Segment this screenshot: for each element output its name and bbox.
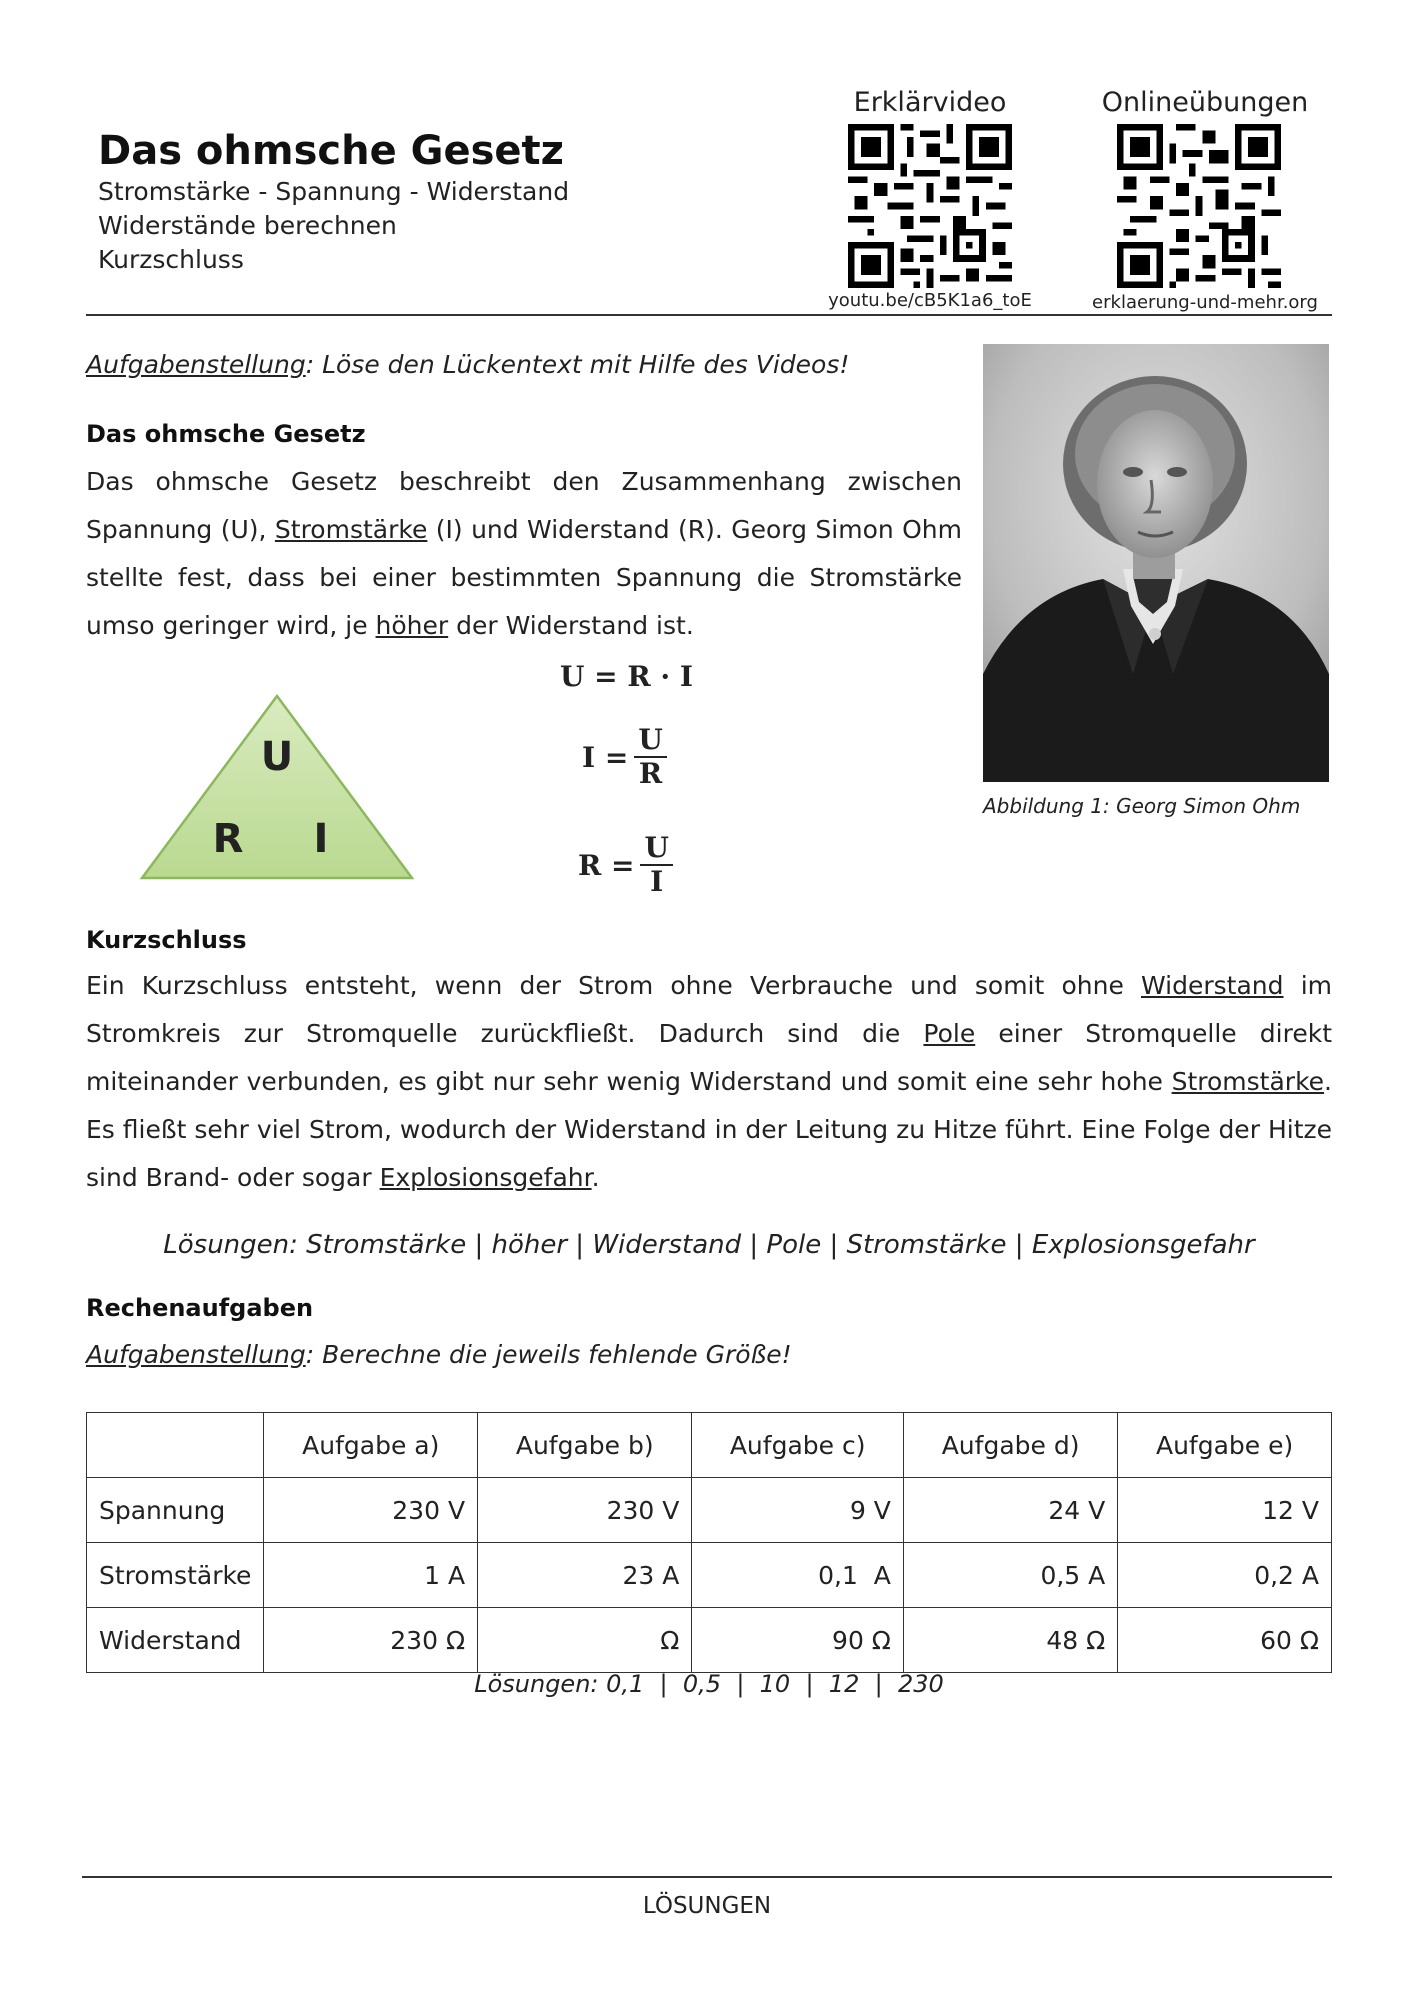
qr-code-exercises[interactable] <box>1117 124 1281 288</box>
section-heading-kurzschluss: Kurzschluss <box>86 926 247 954</box>
qr-video-url[interactable]: youtu.be/cB5K1a6_toE <box>828 290 1032 311</box>
triangle-label-r: R <box>212 816 244 862</box>
table-cell: 24 V <box>903 1478 1117 1543</box>
formula-r <box>578 832 673 898</box>
table-header-empty <box>87 1413 264 1478</box>
table-cell: Ω <box>478 1608 692 1673</box>
blank-widerstand: Widerstand <box>1141 971 1284 1000</box>
blank-explosionsgefahr: Explosionsgefahr <box>379 1163 592 1192</box>
table-header-cell: Aufgabe a) <box>264 1413 478 1478</box>
formula-i-fraction <box>634 724 666 790</box>
triangle-label-u: U <box>260 734 294 780</box>
qr-code-video[interactable] <box>848 124 1012 288</box>
table-cell: 60 Ω <box>1118 1608 1332 1673</box>
portrait-georg-simon-ohm <box>983 344 1329 782</box>
table-cell: 48 Ω <box>903 1608 1117 1673</box>
table-cell: 230 Ω <box>264 1608 478 1673</box>
task2-text: : Berechne die jeweils fehlende Größe! <box>305 1340 792 1369</box>
table-header-cell: Aufgabe b) <box>478 1413 692 1478</box>
blank-hoeher: höher <box>375 611 449 640</box>
header-divider <box>86 314 1332 316</box>
table-cell: 230 V <box>264 1478 478 1543</box>
solutions-cloze: Lösungen: Stromstärke | höher | Widerstand | Pole | Stromstärke | Explosionsgefahr <box>163 1230 1255 1260</box>
formula-r-lhs: R = <box>578 848 635 882</box>
table-row <box>87 1543 1332 1608</box>
table-cell: 0,2 A <box>1118 1543 1332 1608</box>
formula-r-fraction <box>640 832 672 898</box>
ohm-text-1: Das ohmsche Gesetz beschreibt den Zusammenhang zwischen Spannung (U), <box>86 467 962 544</box>
task-instruction-2 <box>86 1340 792 1369</box>
table-header-row <box>87 1413 1332 1478</box>
row-label-stromstaerke: Stromstärke <box>87 1543 264 1608</box>
table-cell: 1 A <box>264 1543 478 1608</box>
triangle-shape <box>142 696 412 878</box>
table-header-cell: Aufgabe c) <box>692 1413 904 1478</box>
kurz-text-3: einer Stromquelle direkt miteinander verbunden, es gibt nur sehr wenig Widerstand und somit eine sehr hohe <box>86 1019 1332 1096</box>
row-label-spannung: Spannung <box>87 1478 264 1543</box>
row-label-widerstand: Widerstand <box>87 1608 264 1673</box>
qr-video-label: Erklärvideo <box>853 87 1007 118</box>
table-row <box>87 1608 1332 1673</box>
footer-divider <box>82 1876 1332 1878</box>
table-header-cell: Aufgabe d) <box>903 1413 1117 1478</box>
formula-i <box>582 724 667 790</box>
table-cell: 0,1 A <box>692 1543 904 1608</box>
formula-i-numerator: U <box>634 724 666 758</box>
table-cell: 230 V <box>478 1478 692 1543</box>
blank-pole: Pole <box>923 1019 976 1048</box>
subtitle-1: Stromstärke - Spannung - Widerstand <box>98 177 570 206</box>
subtitle-3: Kurzschluss <box>98 245 244 274</box>
portrait-caption: Abbildung 1: Georg Simon Ohm <box>983 794 1301 818</box>
formula-u: U = R · I <box>560 660 693 693</box>
formula-i-lhs: I = <box>582 740 629 774</box>
table-cell: 9 V <box>692 1478 904 1543</box>
kurzschluss-paragraph <box>86 962 1332 1202</box>
formula-r-numerator: U <box>640 832 672 866</box>
table-cell: 23 A <box>478 1543 692 1608</box>
task2-label: Aufgabenstellung <box>86 1340 306 1369</box>
kurz-text-4: . Es fließt sehr viel Strom, wodurch der Widerstand in der Leitung zu Hitze führt. Eine Folge der Hitze sind Brand- oder sogar <box>86 1067 1332 1192</box>
triangle-label-i: I <box>313 816 329 862</box>
table-cell: 0,5 A <box>903 1543 1117 1608</box>
section-heading-rechenaufgaben: Rechenaufgaben <box>86 1294 314 1322</box>
formula-i-denominator: R <box>638 757 663 790</box>
kurz-text-1: Ein Kurzschluss entsteht, wenn der Strom ohne Verbrauche und somit ohne <box>86 971 1142 1000</box>
ohm-text-2: (I) und Widerstand (R). Georg Simon Ohm stellte fest, dass bei einer bestimmten Spannung die Stromstärke umso geringer wird, je <box>86 515 963 640</box>
blank-stromstaerke: Stromstärke <box>274 515 428 544</box>
qr-exercises-label: Onlineübungen <box>1101 87 1309 118</box>
calculation-table <box>86 1412 1332 1673</box>
task-instruction-1 <box>86 350 849 379</box>
subtitle-2: Widerstände berechnen <box>98 211 397 240</box>
formula-r-denominator: I <box>650 865 664 898</box>
kurz-text-5: . <box>591 1163 600 1192</box>
kurz-text-2: im Stromkreis zur Stromquelle zurückfließt. Dadurch sind die <box>86 971 1332 1048</box>
blank-stromstaerke-2: Stromstärke <box>1171 1067 1325 1096</box>
ohm-paragraph <box>86 458 962 650</box>
solutions-calc: Lösungen: 0,1 | 0,5 | 10 | 12 | 230 <box>474 1670 944 1698</box>
table-cell: 12 V <box>1118 1478 1332 1543</box>
task-label: Aufgabenstellung <box>86 350 306 379</box>
table-row <box>87 1478 1332 1543</box>
page-title: Das ohmsche Gesetz <box>98 128 564 174</box>
task-text: : Löse den Lückentext mit Hilfe des Videos! <box>305 350 850 379</box>
table-cell: 90 Ω <box>692 1608 904 1673</box>
uri-triangle <box>138 692 416 882</box>
ohm-text-3: der Widerstand ist. <box>448 611 694 640</box>
table-header-cell: Aufgabe e) <box>1118 1413 1332 1478</box>
section-heading-ohm: Das ohmsche Gesetz <box>86 420 366 448</box>
qr-exercises-url[interactable]: erklaerung-und-mehr.org <box>1092 292 1318 313</box>
footer-label: LÖSUNGEN <box>642 1893 772 1919</box>
